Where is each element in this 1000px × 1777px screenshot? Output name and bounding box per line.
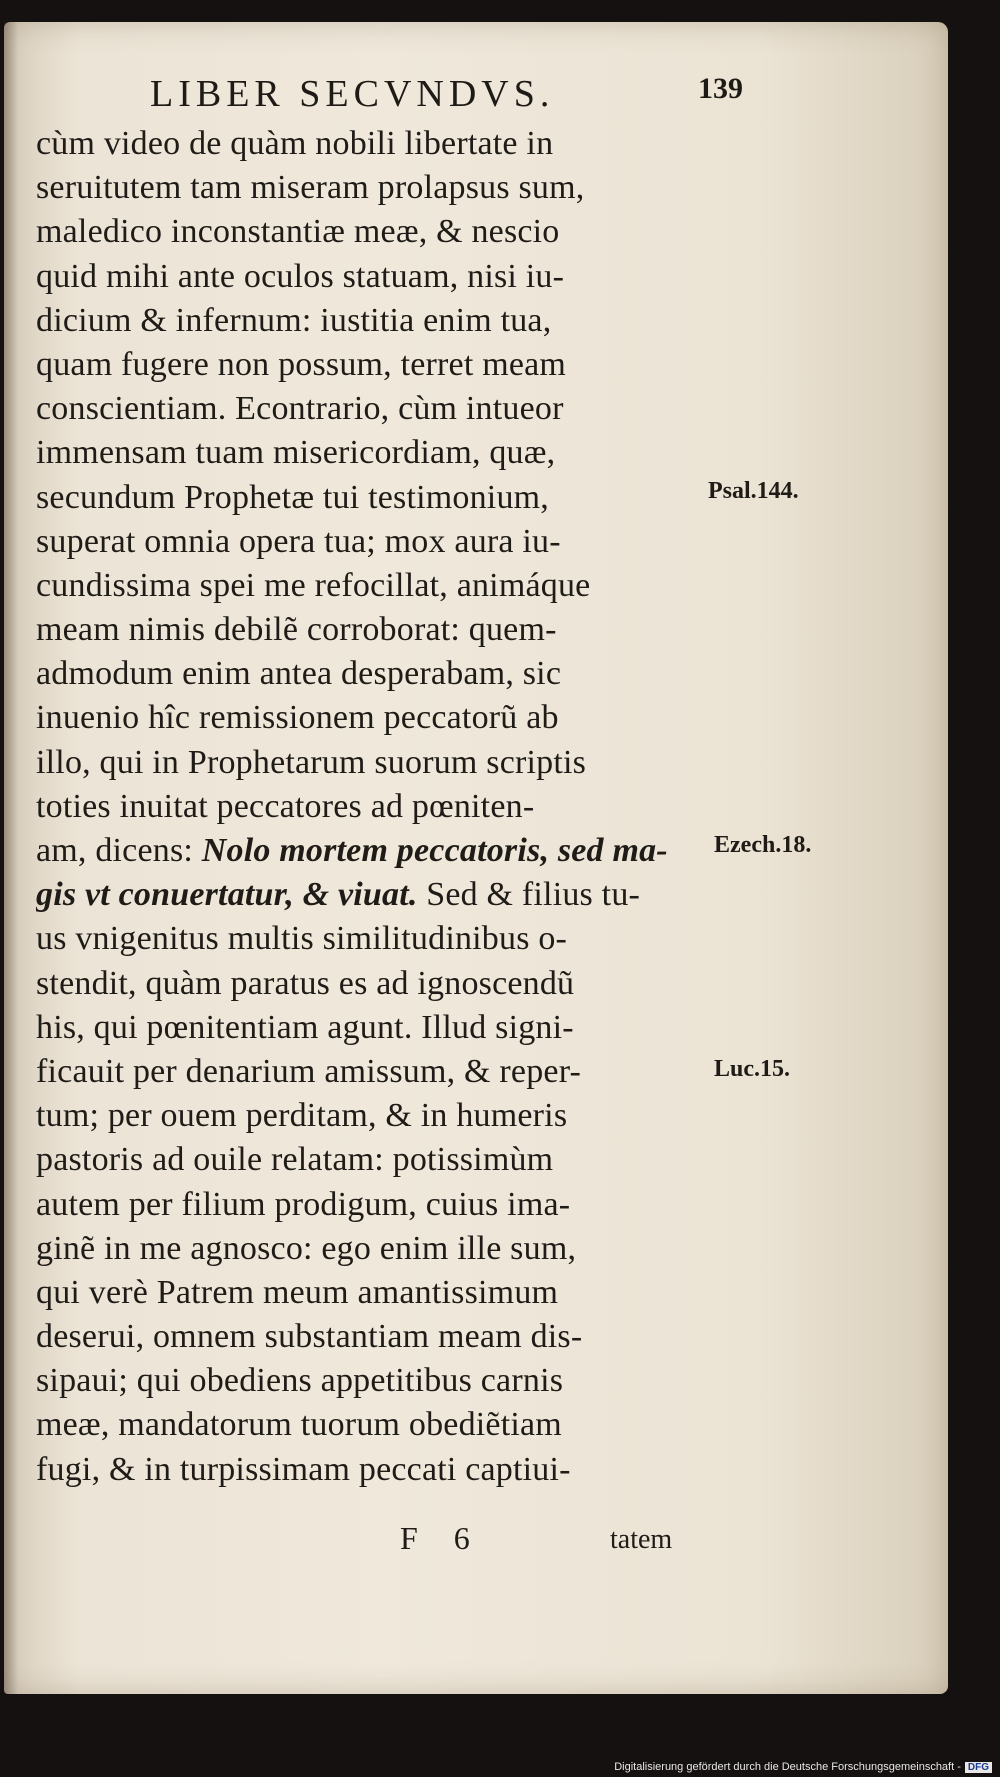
text-line: autem per filium prodigum, cuius ima-	[36, 1185, 571, 1223]
text-line: toties inuitat peccatores ad pœniten-	[36, 787, 535, 825]
margin-note-ezekiel: Ezech.18.	[714, 832, 812, 858]
text-line: fugi, & in turpissimam peccati captiui-	[36, 1450, 571, 1488]
text-line: deserui, omnem substantiam meam dis-	[36, 1318, 583, 1356]
text-line: qui verè Patrem meum amantissimum	[36, 1273, 559, 1311]
running-header	[150, 72, 750, 122]
page-gutter-shadow	[4, 22, 18, 1694]
text-line: ginẽ in me agnosco: ego enim ille sum,	[36, 1229, 577, 1267]
catchword: tatem	[610, 1524, 673, 1555]
text-line: cùm video de quàm nobili libertate in	[36, 125, 554, 162]
text-line: immensam tuam misericordiam, quæ,	[36, 434, 556, 472]
text-line: sipaui; qui obediens appetitibus carnis	[36, 1362, 564, 1400]
text-line: meæ, mandatorum tuorum obediẽtiam	[36, 1406, 562, 1444]
text-line: superat omnia opera tua; mox aura iu-	[36, 522, 561, 560]
text-line: inuenio hîc remissionem peccatorũ ab	[36, 699, 559, 737]
body-text	[36, 122, 712, 1492]
margin-note-luke: Luc.15.	[714, 1056, 791, 1082]
text-line: tum; per ouem perditam, & in humeris	[36, 1097, 568, 1135]
text-line: pastoris ad ouile relatam: potissimùm	[36, 1141, 554, 1179]
margin-note-psalm: Psal.144.	[708, 478, 799, 504]
italic-quote: Nolo mortem peccatoris, sed ma-	[201, 832, 668, 869]
dfg-logo: DFG	[965, 1762, 992, 1773]
digitization-credit	[614, 1761, 992, 1773]
text-line: secundum Prophetæ tui testimonium,	[36, 478, 549, 516]
folio-number: 139	[698, 72, 743, 105]
text-segment: Sed & filius tu-	[417, 876, 641, 914]
text-line: ficauit per denarium amissum, & reper-	[36, 1052, 582, 1090]
running-title: LIBER SECVNDVS.	[150, 73, 555, 115]
text-segment: am, dicens:	[36, 832, 194, 869]
text-line: meam nimis debilẽ corroborat: quem-	[36, 611, 557, 649]
text-line-mixed	[36, 829, 712, 873]
text-line: quid mihi ante oculos statuam, nisi iu-	[36, 257, 565, 295]
text-line-mixed	[36, 873, 712, 917]
text-line: maledico inconstantiæ meæ, & nescio	[36, 213, 560, 251]
text-line: dicium & infernum: iustitia enim tua,	[36, 301, 552, 339]
text-line: stendit, quàm paratus es ad ignoscendũ	[36, 964, 575, 1002]
text-line: his, qui pœnitentiam agunt. Illud signi-	[36, 1008, 574, 1046]
credit-text: Digitalisierung gefördert durch die Deutsche Forschungsgemeinschaft -	[614, 1761, 961, 1773]
text-line: conscientiam. Econtrario, cùm intueor	[36, 390, 564, 428]
text-line: admodum enim antea desperabam, sic	[36, 655, 562, 693]
text-line: cundissima spei me refocillat, animáque	[36, 566, 591, 604]
text-line: us vnigenitus multis similitudinibus o-	[36, 920, 568, 958]
text-line: seruitutem tam miseram prolapsus sum,	[36, 169, 585, 207]
text-line: illo, qui in Prophetarum suorum scriptis	[36, 743, 587, 781]
text-line: quam fugere non possum, terret meam	[36, 345, 567, 383]
italic-quote-end: gis vt conuertatur, & viuat.	[36, 876, 418, 914]
signature-mark: F 6	[400, 1520, 484, 1556]
